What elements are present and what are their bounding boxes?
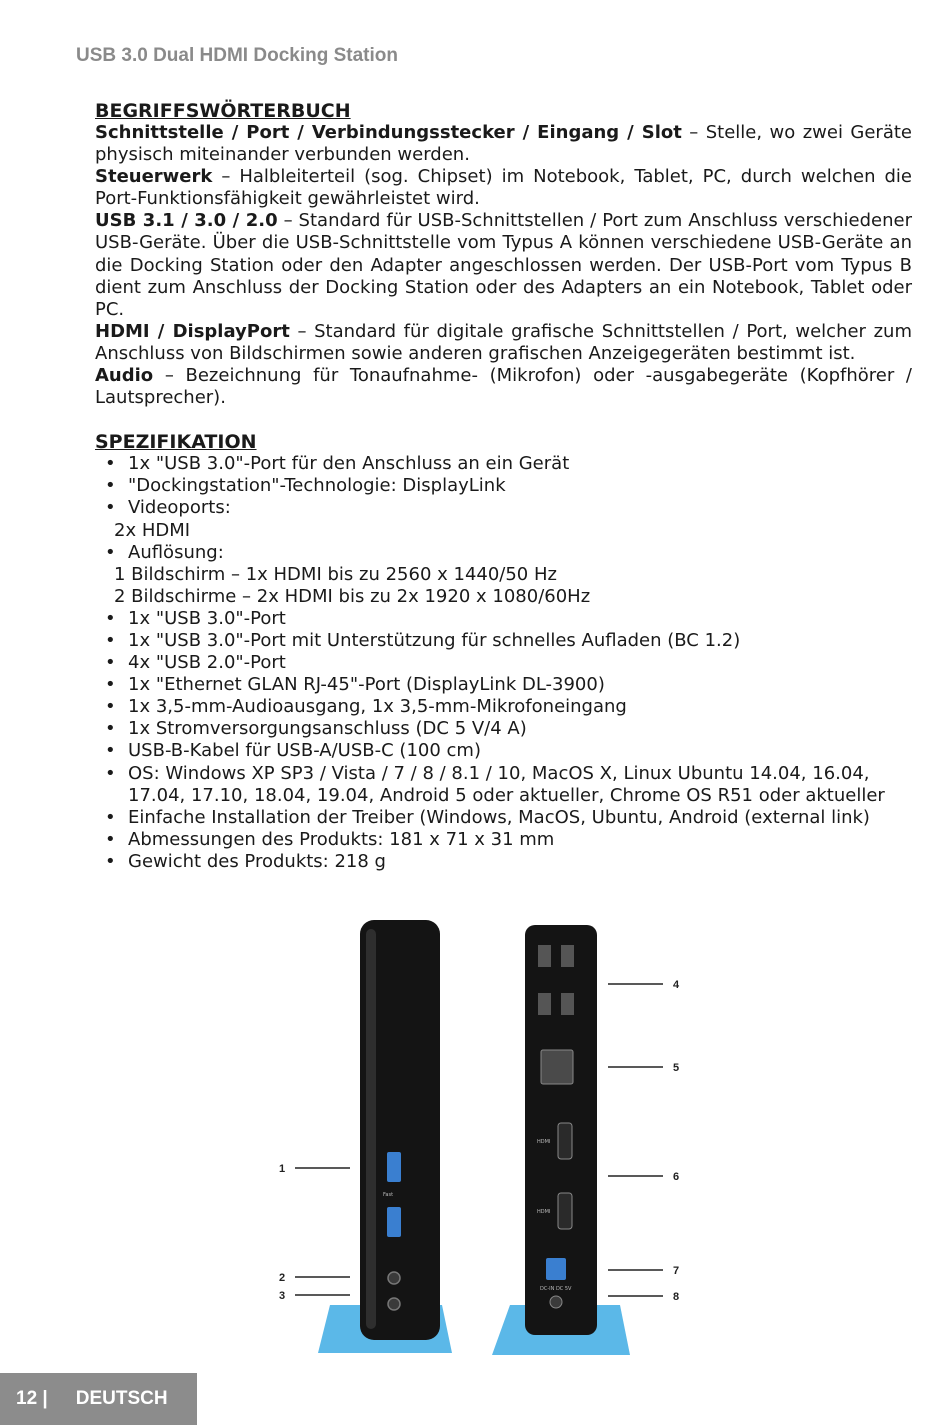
spec-item: • 1x Stromversorgungsanschluss (DC 5 V/4 A) bbox=[95, 718, 912, 740]
usb2-port-icon bbox=[561, 945, 574, 967]
glossary-entry bbox=[95, 365, 912, 409]
dc-in-port-icon bbox=[550, 1296, 562, 1308]
glossary-definition: – Standard für USB-Schnittstellen / Port zum Anschluss verschiedener USB-Geräte. Über die USB-Schnittstelle vom Typus A können verschiedene USB-Geräte an die Docking Station oder den Adapter angeschlossen werden. Der USB-Port vom Typus B dient zum Anschluss der Docking Station oder des Adapters an ein Notebook, Tablet oder PC. bbox=[95, 210, 912, 320]
glossary-term: USB 3.1 / 3.0 / 2.0 bbox=[95, 210, 278, 232]
glossary-section bbox=[95, 100, 912, 409]
usb-b-port-icon bbox=[546, 1258, 566, 1280]
glossary-entry bbox=[95, 122, 912, 166]
page-number: 12 | bbox=[16, 1388, 48, 1409]
callout-4: 4 bbox=[673, 979, 680, 991]
page-footer bbox=[0, 1373, 197, 1425]
callouts bbox=[295, 984, 663, 1296]
spec-item: • Videoports: bbox=[95, 497, 912, 519]
spec-item: • "Dockingstation"-Technologie: DisplayLink bbox=[95, 475, 912, 497]
spec-subitem: 2x HDMI bbox=[114, 519, 191, 541]
docking-station-figure bbox=[270, 915, 700, 1365]
spec-item: • 1x "Ethernet GLAN RJ-45"-Port (DisplayLink DL-3900) bbox=[95, 674, 912, 696]
glossary-title: BEGRIFFSWÖRTERBUCH bbox=[95, 100, 351, 122]
spec-item: • 1x "USB 3.0"-Port bbox=[95, 608, 912, 630]
glossary-term: HDMI / DisplayPort bbox=[95, 320, 290, 342]
callout-3: 3 bbox=[279, 1290, 286, 1302]
spec-item: • 1x 3,5-mm-Audioausgang, 1x 3,5-mm-Mikrofoneingang bbox=[95, 696, 912, 718]
specification-title: SPEZIFIKATION bbox=[95, 431, 257, 454]
spec-item: • USB-B-Kabel für USB-A/USB-C (100 cm) bbox=[95, 740, 912, 762]
usb2-port-icon bbox=[538, 993, 551, 1015]
spec-subitem: 2 Bildschirme – 2x HDMI bis zu 2x 1920 x 1080/60Hz bbox=[114, 585, 591, 607]
usb3-port-icon bbox=[387, 1152, 401, 1182]
glossary-definition: – Halbleiterteil (sog. Chipset) im Notebook, Tablet, PC, durch welchen die Port-Funktionsfähigkeit gewährleistet wird. bbox=[95, 166, 912, 210]
port-label-hdmi-1: HDMI bbox=[537, 1139, 551, 1145]
glossary-term: Audio bbox=[95, 365, 154, 387]
callout-7: 7 bbox=[673, 1265, 680, 1277]
hdmi-port-icon bbox=[558, 1193, 572, 1229]
spec-item: • Auflösung: bbox=[95, 542, 912, 564]
front-view bbox=[318, 920, 452, 1353]
callout-8: 8 bbox=[673, 1291, 680, 1303]
spec-item: • Abmessungen des Produkts: 181 x 71 x 31 mm bbox=[95, 829, 912, 851]
glossary-definition: – Bezeichnung für Tonaufnahme- (Mikrofon) oder -ausgabegeräte (Kopfhörer / Lautsprecher). bbox=[95, 365, 912, 409]
running-header: USB 3.0 Dual HDMI Docking Station bbox=[76, 45, 398, 66]
usb2-port-icon bbox=[561, 993, 574, 1015]
callout-2: 2 bbox=[279, 1272, 286, 1284]
glossary-entry bbox=[95, 321, 912, 365]
footer-language: DEUTSCH bbox=[75, 1388, 168, 1409]
port-label-dc: DC-IN DC 5V bbox=[540, 1286, 572, 1292]
rear-view bbox=[492, 925, 630, 1355]
headphone-jack-icon bbox=[388, 1272, 400, 1284]
glossary-term: Steuerwerk bbox=[95, 166, 213, 188]
ethernet-port-icon bbox=[541, 1050, 573, 1084]
glossary-entry bbox=[95, 210, 912, 320]
specification-list bbox=[95, 453, 912, 873]
usb2-port-icon bbox=[538, 945, 551, 967]
glossary-entry bbox=[95, 166, 912, 210]
callout-1: 1 bbox=[279, 1163, 286, 1175]
hdmi-port-icon bbox=[558, 1123, 572, 1159]
callout-5: 5 bbox=[673, 1062, 680, 1074]
spec-item: • 1x "USB 3.0"-Port mit Unterstützung für schnelles Aufladen (BC 1.2) bbox=[95, 630, 912, 652]
port-label-fast: Fast bbox=[383, 1192, 394, 1198]
callout-6: 6 bbox=[673, 1171, 680, 1183]
mic-jack-icon bbox=[388, 1298, 400, 1310]
glossary-term: Schnittstelle / Port / Verbindungsstecker / Eingang / Slot bbox=[95, 122, 682, 143]
port-label-hdmi-2: HDMI bbox=[537, 1209, 551, 1215]
spec-subitem: 1 Bildschirm – 1x HDMI bis zu 2560 x 1440/50 Hz bbox=[114, 563, 557, 585]
spec-item: • OS: Windows XP SP3 / Vista / 7 / 8 / 8.1 / 10, MacOS X, Linux Ubuntu 14.04, 16.04, 17.04, 17.10, 18.04, 19.04, Android 5 oder aktueller, Chrome OS R51 oder aktueller bbox=[95, 763, 912, 807]
glossary-definition: – Standard für digitale grafische Schnittstellen / Port, welcher zum Anschluss von Bildschirmen sowie anderen grafischen Anzeigegeräten bestimmt ist. bbox=[95, 320, 913, 364]
specification-section bbox=[95, 431, 912, 873]
usb3-fast-port-icon bbox=[387, 1207, 401, 1237]
spec-item: • 4x "USB 2.0"-Port bbox=[95, 652, 912, 674]
glossary-definition: – Stelle, wo zwei Geräte physisch miteinander verbunden werden. bbox=[95, 122, 912, 166]
spec-item: • Einfache Installation der Treiber (Windows, MacOS, Ubuntu, Android (external link) bbox=[95, 807, 912, 829]
spec-item: • 1x "USB 3.0"-Port für den Anschluss an ein Gerät bbox=[95, 453, 912, 475]
spec-item: • Gewicht des Produkts: 218 g bbox=[95, 851, 912, 873]
page-content bbox=[95, 100, 912, 873]
